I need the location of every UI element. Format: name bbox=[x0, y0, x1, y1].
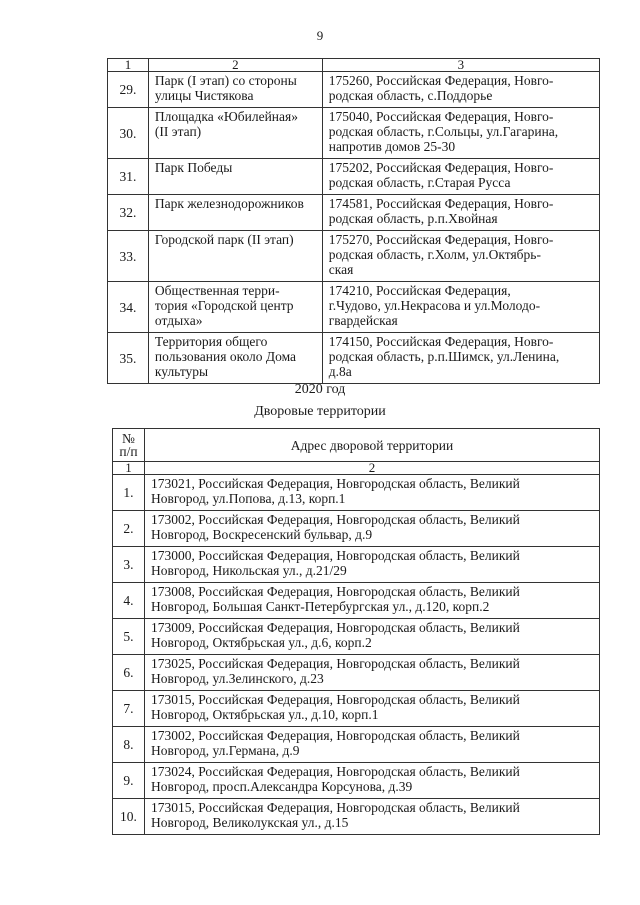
public-territories-table bbox=[107, 58, 600, 384]
column-number: 3 bbox=[322, 59, 599, 72]
row-number: 8. bbox=[113, 727, 145, 763]
page-number: 9 bbox=[316, 28, 324, 43]
courtyard-address: 173015, Российская Федерация, Новгородская область, Великий Новгород, Октябрьская ул., д.10, корп.1 bbox=[144, 691, 599, 727]
row-number: 10. bbox=[113, 799, 145, 835]
territory-name: Общественная терри- тория «Городской центр отдыха» bbox=[148, 282, 322, 333]
year-heading: 2020 год bbox=[294, 382, 346, 397]
row-number: 6. bbox=[113, 655, 145, 691]
territory-name: Парк железнодорожников bbox=[148, 195, 322, 231]
territory-name: Парк (I этап) со стороны улицы Чистякова bbox=[148, 72, 322, 108]
courtyard-address: 173024, Российская Федерация, Новгородская область, Великий Новгород, просп.Александра Корсунова, д.39 bbox=[144, 763, 599, 799]
table-row bbox=[113, 763, 600, 799]
table-row bbox=[108, 72, 600, 108]
table-row bbox=[108, 231, 600, 282]
row-number: 35. bbox=[108, 333, 149, 384]
courtyard-address: 173025, Российская Федерация, Новгородская область, Великий Новгород, ул.Зелинского, д.23 bbox=[144, 655, 599, 691]
address-column-header: Адрес дворовой территории bbox=[144, 429, 599, 462]
table-row bbox=[113, 799, 600, 835]
territory-name: Территория общего пользования около Дома культуры bbox=[148, 333, 322, 384]
table-row bbox=[113, 619, 600, 655]
row-number: 5. bbox=[113, 619, 145, 655]
row-number: 30. bbox=[108, 108, 149, 159]
table-row bbox=[113, 511, 600, 547]
territory-name: Городской парк (II этап) bbox=[148, 231, 322, 282]
territory-address: 175202, Российская Федерация, Новго- родская область, г.Старая Русса bbox=[322, 159, 599, 195]
table-row bbox=[108, 282, 600, 333]
table-row bbox=[113, 655, 600, 691]
row-number: 31. bbox=[108, 159, 149, 195]
row-number: 33. bbox=[108, 231, 149, 282]
column-number-row bbox=[113, 462, 600, 475]
table-row bbox=[108, 195, 600, 231]
table-row bbox=[113, 691, 600, 727]
row-number: 9. bbox=[113, 763, 145, 799]
column-number: 1 bbox=[113, 462, 145, 475]
courtyard-address: 173015, Российская Федерация, Новгородская область, Великий Новгород, Великолукская ул., д.15 bbox=[144, 799, 599, 835]
table-row bbox=[113, 583, 600, 619]
row-number: 1. bbox=[113, 475, 145, 511]
territory-name: Площадка «Юбилейная» (II этап) bbox=[148, 108, 322, 159]
territory-address: 174581, Российская Федерация, Новго- родская область, р.п.Хвойная bbox=[322, 195, 599, 231]
courtyard-address: 173008, Российская Федерация, Новгородская область, Великий Новгород, Большая Санкт-Петербургская ул., д.120, корп.2 bbox=[144, 583, 599, 619]
courtyard-address: 173000, Российская Федерация, Новгородская область, Великий Новгород, Никольская ул., д.21/29 bbox=[144, 547, 599, 583]
number-column-header: № п/п bbox=[113, 429, 145, 462]
row-number: 4. bbox=[113, 583, 145, 619]
table-row bbox=[108, 333, 600, 384]
row-number: 7. bbox=[113, 691, 145, 727]
header-row bbox=[113, 429, 600, 462]
territory-address: 174150, Российская Федерация, Новго- родская область, р.п.Шимск, ул.Ленина, д.8а bbox=[322, 333, 599, 384]
column-number-row bbox=[108, 59, 600, 72]
courtyards-table bbox=[112, 428, 600, 835]
table-row bbox=[108, 159, 600, 195]
table-row bbox=[113, 475, 600, 511]
courtyard-address: 173002, Российская Федерация, Новгородская область, Великий Новгород, ул.Германа, д.9 bbox=[144, 727, 599, 763]
courtyard-address: 173021, Российская Федерация, Новгородская область, Великий Новгород, ул.Попова, д.13, корп.1 bbox=[144, 475, 599, 511]
territory-address: 175270, Российская Федерация, Новго- родская область, г.Холм, ул.Октябрь- ская bbox=[322, 231, 599, 282]
territory-address: 175040, Российская Федерация, Новго- родская область, г.Сольцы, ул.Гагарина, напротив домов 25-30 bbox=[322, 108, 599, 159]
section-heading: Дворовые территории bbox=[254, 404, 386, 419]
territory-address: 175260, Российская Федерация, Новго- родская область, с.Поддорье bbox=[322, 72, 599, 108]
table-row bbox=[113, 727, 600, 763]
column-number: 2 bbox=[148, 59, 322, 72]
courtyard-address: 173002, Российская Федерация, Новгородская область, Великий Новгород, Воскресенский бульвар, д.9 bbox=[144, 511, 599, 547]
column-number: 1 bbox=[108, 59, 149, 72]
column-number: 2 bbox=[144, 462, 599, 475]
row-number: 2. bbox=[113, 511, 145, 547]
courtyard-address: 173009, Российская Федерация, Новгородская область, Великий Новгород, Октябрьская ул., д.6, корп.2 bbox=[144, 619, 599, 655]
territory-address: 174210, Российская Федерация, г.Чудово, ул.Некрасова и ул.Молодо- гвардейская bbox=[322, 282, 599, 333]
table-row bbox=[108, 108, 600, 159]
row-number: 29. bbox=[108, 72, 149, 108]
row-number: 34. bbox=[108, 282, 149, 333]
table-row bbox=[113, 547, 600, 583]
territory-name: Парк Победы bbox=[148, 159, 322, 195]
row-number: 3. bbox=[113, 547, 145, 583]
row-number: 32. bbox=[108, 195, 149, 231]
